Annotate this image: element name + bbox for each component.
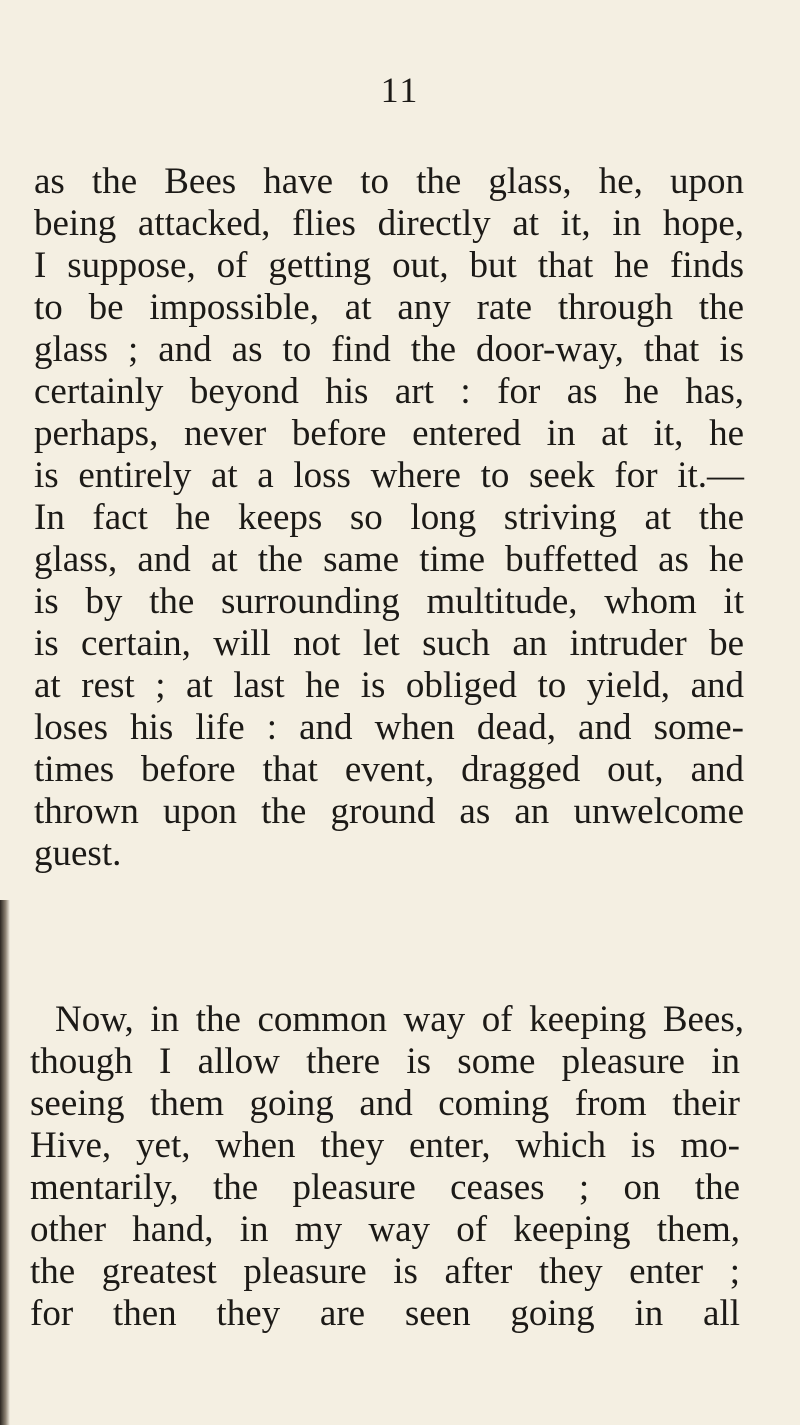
- text-line: perhaps, never before entered in at it, he: [34, 413, 744, 454]
- text-line: times before that event, dragged out, and: [34, 749, 744, 790]
- text-line: seeing them going and coming from their: [30, 1083, 740, 1124]
- text-line: guest.: [34, 833, 122, 874]
- text-line: as the Bees have to the glass, he, upon: [34, 161, 744, 202]
- text-line: I suppose, of getting out, but that he finds: [34, 245, 744, 286]
- text-line: for then they are seen going in all: [30, 1293, 740, 1334]
- text-line: mentarily, the pleasure ceases ; on the: [30, 1167, 740, 1208]
- text-line: is by the surrounding multitude, whom it: [34, 581, 744, 622]
- text-line: glass ; and as to find the door-way, that is: [34, 329, 744, 370]
- text-line: at rest ; at last he is obliged to yield, and: [34, 665, 744, 706]
- text-line: to be impossible, at any rate through the: [34, 287, 744, 328]
- text-line: thrown upon the ground as an unwelcome: [34, 791, 744, 832]
- text-line: other hand, in my way of keeping them,: [30, 1209, 740, 1250]
- page-number: 11: [380, 70, 420, 110]
- text-line: In fact he keeps so long striving at the: [34, 497, 744, 538]
- text-line: is entirely at a loss where to seek for it.—: [34, 455, 744, 496]
- text-line: certainly beyond his art : for as he has,: [34, 371, 744, 412]
- page-binding-edge: [0, 900, 10, 1425]
- text-line: Hive, yet, when they enter, which is mo-: [30, 1125, 740, 1166]
- text-line: though I allow there is some pleasure in: [30, 1041, 740, 1082]
- text-line: glass, and at the same time buffetted as he: [34, 539, 744, 580]
- text-line: being attacked, flies directly at it, in hope,: [34, 203, 744, 244]
- text-line: the greatest pleasure is after they enter ;: [30, 1251, 740, 1292]
- text-line: is certain, will not let such an intruder be: [34, 623, 744, 664]
- text-line: loses his life : and when dead, and some-: [34, 707, 744, 748]
- text-line: Now, in the common way of keeping Bees,: [55, 999, 744, 1040]
